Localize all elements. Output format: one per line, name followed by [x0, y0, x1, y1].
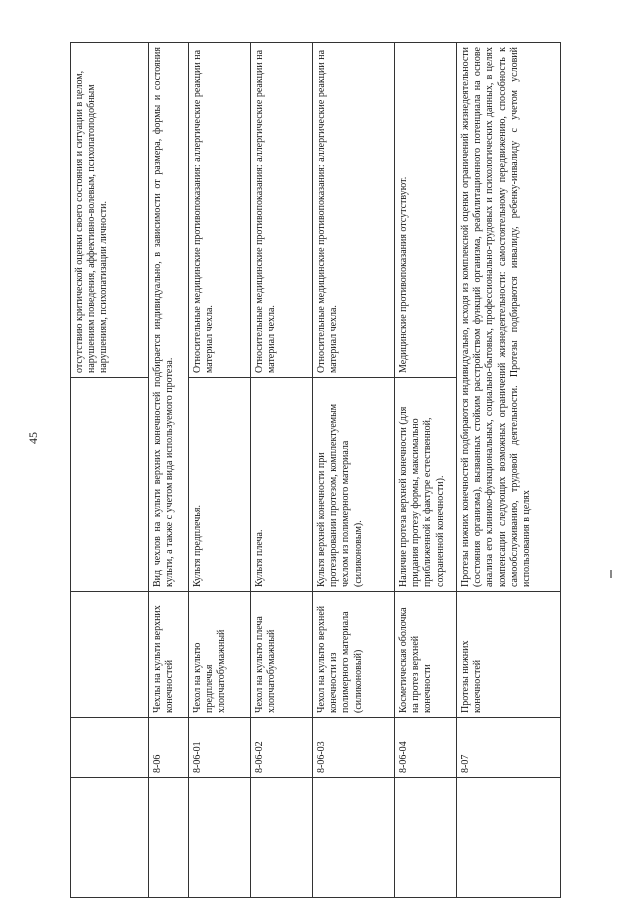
empty-cell — [457, 778, 561, 898]
row-name: Косметическая оболочка на протез верхней конечности — [395, 592, 457, 718]
row-span-text: Вид чехлов на культи верхних конечностей подбирается индивидуально, в зависимости от размера, формы и состояния культи, а также с учетом вида используемого протеза. — [149, 43, 189, 592]
empty-cell — [313, 778, 395, 898]
row-name: Протезы нижних конечностей — [457, 592, 561, 718]
row-contra: Относительные медицинские противопоказания: аллергические реакции на материал чехла. — [251, 43, 313, 378]
scan-mark — [610, 570, 612, 578]
empty-cell — [189, 778, 251, 898]
row-code: 8-07 — [457, 718, 561, 778]
row-contra: Медицинские противопоказания отсутствуют. — [395, 43, 457, 378]
row-name: Чехол на культю плеча хлопчатобумажный — [251, 592, 313, 718]
table-row — [395, 43, 457, 898]
row-code: 8-06-04 — [395, 718, 457, 778]
row-contra: Относительные медицинские противопоказания: аллергические реакции на материал чехла. — [189, 43, 251, 378]
indications-table — [70, 42, 561, 898]
row-name: Чехол на культю верхней конечности из полимерного материала (силиконовый) — [313, 592, 395, 718]
empty-cell — [251, 778, 313, 898]
row-name: Чехол на культю предплечья хлопчатобумажный — [189, 592, 251, 718]
table-row — [457, 43, 561, 898]
table-row — [149, 43, 189, 898]
row-code: 8-06-02 — [251, 718, 313, 778]
table-row — [189, 43, 251, 898]
empty-cell — [71, 378, 149, 592]
empty-cell — [395, 778, 457, 898]
row-indication: Культя верхней конечности при протезировании протезом, комплектуемым чехлом из полимерного материала (силиконовым). — [313, 378, 395, 592]
row-code: 8-06 — [149, 718, 189, 778]
row-code: 8-06-01 — [189, 718, 251, 778]
empty-cell — [71, 592, 149, 718]
row-name: Чехлы на культи верхних конечностей — [149, 592, 189, 718]
row-code: 8-06-03 — [313, 718, 395, 778]
table-row-top — [71, 43, 149, 898]
top-row-text: отсутствию критической оценки своего состояния и ситуации в целом, нарушениям поведения, аффективно-волевым, психопатоподобным нарушениям, психопатизации личности. — [71, 43, 149, 378]
row-indication: Культя предплечья. — [189, 378, 251, 592]
table-row — [313, 43, 395, 898]
row-span-text: Протезы нижних конечностей подбираются индивидуально, исходя из комплексной оценки ограничений жизнедеятельности (состояния организма), вызванных стойким расстройством функций организма, реабилитационного потенциала на основе анализа его клинико-функциональных, социально-бытовых, профессионально-трудовых и психологических данных, в целях компенсации следующих возможных ограничений жизнедеятельности: самостоятельному передвижению, способность к самообслуживанию, трудовой деятельности. Протезы подбираются инвалиду, ребенку-инвалиду с учетом условий использования в целях — [457, 43, 561, 592]
row-indication: Культя плеча. — [251, 378, 313, 592]
empty-cell — [71, 778, 149, 898]
row-indication: Наличие протеза верхней конечности (для придания протезу формы, максимально приближенной к фактуре естественной, сохраненной конечности). — [395, 378, 457, 592]
page-number: 45 — [26, 432, 40, 444]
empty-cell — [149, 778, 189, 898]
rotated-table-container — [70, 43, 570, 898]
empty-cell — [71, 718, 149, 778]
table-row — [251, 43, 313, 898]
row-contra: Относительные медицинские противопоказания: аллергические реакции на материал чехла. — [313, 43, 395, 378]
